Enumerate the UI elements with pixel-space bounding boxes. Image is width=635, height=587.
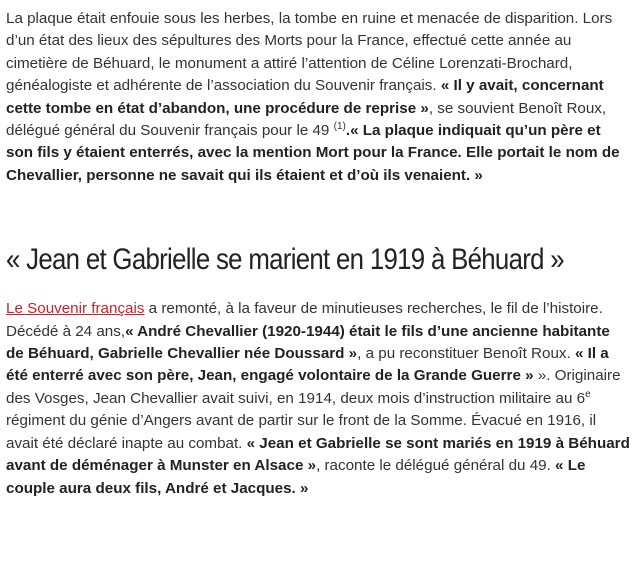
quote-bold: .« La plaque indiquait qu’un père et son fils y étaient enterrés, avec la mention Mort pour la France. Elle portait le nom de Chevallier, personne ne savait qui ils étaient et d’où ils venaient. »: [6, 122, 620, 184]
text-segment: , a pu reconstituer Benoît Roux.: [357, 345, 575, 363]
text-segment: La plaque était enfouie sous les herbes, la tombe en ruine et menacée de disparition. Lors d’un état des lieux des sépultures des Morts pour la France, effectué cette année au cimetière de Béhuard, le monument a attiré l’attention de Céline Lorenzati-Brochard, généalogiste et adhérente de l’association du Souvenir français.: [6, 10, 613, 95]
paragraph-intro: [6, 8, 631, 187]
footnote-ref[interactable]: (1): [333, 120, 346, 132]
quote-bold: « Jean et Gabrielle se sont mariés en 1919 à Béhuard avant de déménager à Munster en Alsace »: [6, 434, 630, 475]
text-segment: , raconte le délégué général du 49.: [316, 457, 556, 475]
quote-bold: « André Chevallier (1920-1944) était le fils d’une ancienne habitante de Béhuard, Gabrielle Chevallier née Doussard »: [6, 322, 610, 363]
souvenir-francais-link[interactable]: Le Souvenir français: [6, 300, 145, 318]
text-segment: régiment du génie d’Angers avant de partir sur le front de la Somme. Évacué en 1916, il avait été déclaré inapte au combat.: [6, 412, 597, 452]
quote-bold: « Il y avait, concernant cette tombe en état d’abandon, une procédure de reprise »: [6, 77, 604, 117]
section-heading: « Jean et Gabrielle se marient en 1919 à Béhuard »: [6, 243, 564, 277]
quote-bold: « Le couple aura deux fils, André et Jacques. »: [6, 457, 586, 497]
paragraph-story: [6, 298, 631, 500]
quote-bold: « Il a été enterré avec son père, Jean, engagé volontaire de la Grande Guerre »: [6, 345, 609, 385]
text-segment: , se souvient Benoît Roux, délégué général du Souvenir français pour le 49: [6, 99, 607, 140]
text-segment: a remonté, à la faveur de minutieuses recherches, le fil de l’histoire. Décédé à 24 ans,: [6, 300, 603, 340]
superscript: e: [585, 388, 591, 400]
text-segment: ». Originaire des Vosges, Jean Chevallier avait suivi, en 1914, deux mois d’instruction militaire au 6: [6, 367, 621, 407]
